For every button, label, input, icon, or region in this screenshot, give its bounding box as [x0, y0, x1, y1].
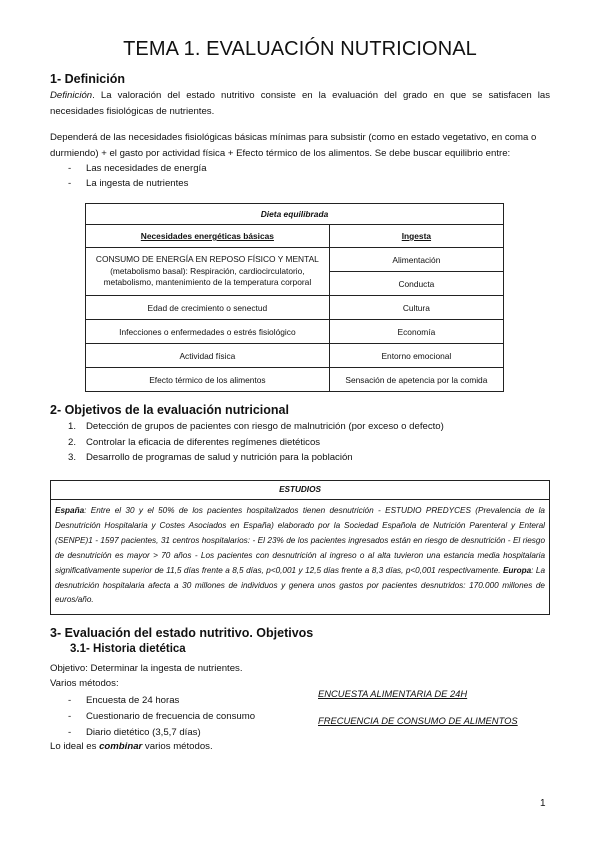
list-item: - Diario dietético (3,5,7 días) [68, 725, 255, 741]
list-item: - Las necesidades de energía [68, 161, 207, 176]
objective-text: Objetivo: Determinar la ingesta de nutrientes. [50, 663, 243, 674]
methods-list [68, 693, 255, 741]
list-item: - Cuestionario de frecuencia de consumo [68, 709, 255, 725]
studies-title: ESTUDIOS [51, 481, 549, 500]
table-caption: Dieta equilibrada [86, 204, 504, 225]
methods-label: Varios métodos: [50, 678, 119, 689]
balance-list [68, 161, 207, 191]
definition-text: . La valoración del estado nutritivo consiste en la evaluación del grado en que se satisfacen las necesidades fisiológicas de nutrientes. [50, 90, 550, 117]
objectives-list [68, 419, 444, 466]
frequency-label: FRECUENCIA DE CONSUMO DE ALIMENTOS [318, 715, 518, 726]
section-2-heading: 2- Objetivos de la evaluación nutricional [50, 403, 289, 417]
table-cell: Entorno emocional [329, 344, 503, 368]
table-cell: Edad de crecimiento o senectud [86, 296, 330, 320]
survey-24h-label: ENCUESTA ALIMENTARIA DE 24H [318, 688, 468, 699]
table-cell: Alimentación [329, 248, 503, 272]
definition-label: Definición [50, 90, 93, 101]
requirements-paragraph: Dependerá de las necesidades fisiológicas básicas mínimas para subsistir (como en estado vegetativo, en coma o durmiendo) + el gasto por actividad física + Efecto térmico de los alimentos. Se debe buscar equilibrio entre: [50, 132, 537, 159]
table-row [86, 368, 504, 392]
list-item: - Encuesta de 24 horas [68, 693, 255, 709]
list-item: 2. Controlar la eficacia de diferentes regímenes dietéticos [68, 436, 321, 448]
table-cell: Conducta [329, 272, 503, 296]
section-1-heading: 1- Definición [50, 72, 126, 86]
list-item: 1. Detección de grupos de pacientes con riesgo de malnutrición (por exceso o defecto) [68, 421, 444, 432]
definition-paragraph [50, 88, 550, 120]
table-header-right: Ingesta [329, 225, 503, 248]
table-cell: Economía [329, 320, 503, 344]
table-row [86, 296, 504, 320]
table-cell: Infecciones o enfermedades o estrés fisiológico [86, 320, 330, 344]
studies-box [50, 480, 550, 615]
subsection-3-1-heading: 3.1- Historia dietética [70, 643, 186, 655]
section-3-heading: 3- Evaluación del estado nutritivo. Objetivos [50, 626, 314, 640]
table-row [86, 344, 504, 368]
table-row [86, 320, 504, 344]
table-cell: Actividad física [86, 344, 330, 368]
table-cell: CONSUMO DE ENERGÍA EN REPOSO FÍSICO Y MENTAL (metabolismo basal): Respiración, cardiocirculatorio, metabolismo, mantenimiento de la temperatura corporal [86, 248, 330, 296]
table-cell: Cultura [329, 296, 503, 320]
studies-body: España: Entre el 30 y el 50% de los pacientes hospitalizados tienen desnutrición - ESTUDIO PREDYCES (Prevalencia de la Desnutrición Hospitalaria y Costes Asociados en España) elaborado por la Sociedad Española de Nutrición Parenteral y Enteral (SENPE)1 - 1597 pacientes, 31 centros hospitalarios: - El 23% de los pacientes ingresados están en riesgo de desnutrición - El riesgo de desnutrición es mayor > 70 años - Los pacientes con desnutrición al ingreso o al alta tuvieron una estancia media hospitalaria significativamente superior de 11,5 días frente a 8,5 días, p<0,001 y 12,5 días frente a 8,3 días, p<0,001 respectivamente. Europa: La desnutrición hospitalaria afecta a 30 millones de individuos y genera unos gastos por pacientes desnutridos: 170.000 millones de euros/año. [55, 506, 545, 605]
page-number: 1 [540, 798, 546, 809]
list-item: 3. Desarrollo de programas de salud y nutrición para la población [68, 452, 353, 463]
table-header-left: Necesidades energéticas básicas [86, 225, 330, 248]
table-cell: Efecto térmico de los alimentos [86, 368, 330, 392]
balanced-diet-table [85, 203, 504, 392]
list-item: - La ingesta de nutrientes [68, 176, 207, 191]
table-cell: Sensación de apetencia por la comida [329, 368, 503, 392]
page-title: TEMA 1. EVALUACIÓN NUTRICIONAL [123, 38, 477, 60]
ideal-text: Lo ideal es combinar varios métodos. [50, 741, 213, 752]
